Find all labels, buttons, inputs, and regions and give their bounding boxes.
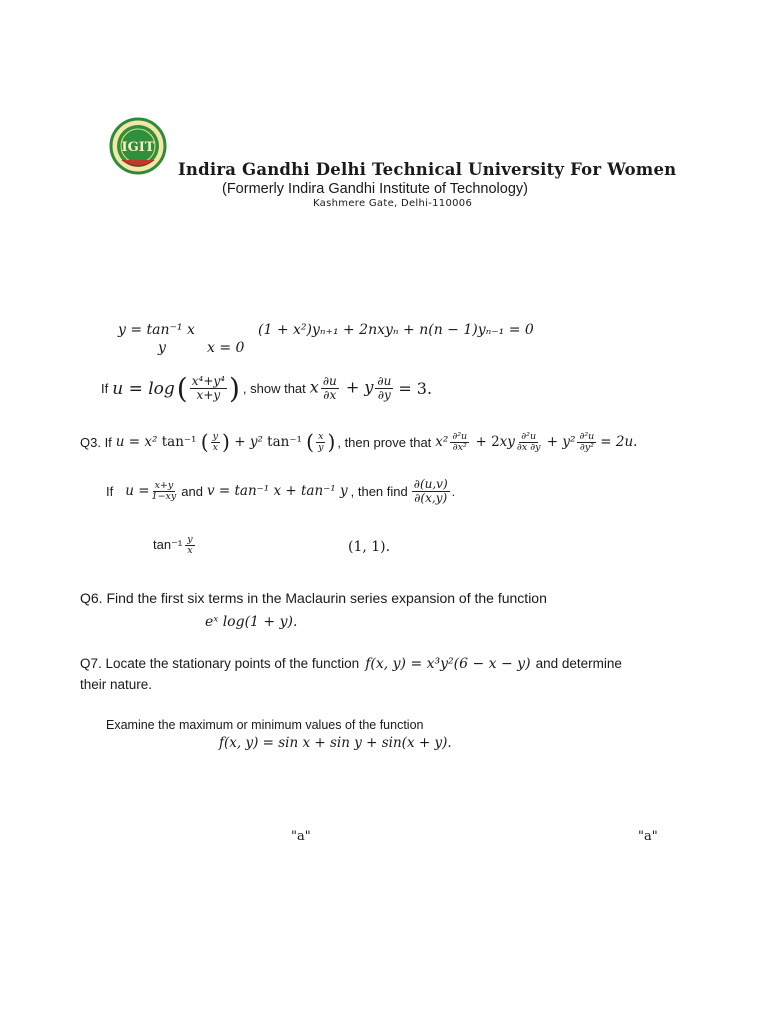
q4-u-fraction [152,481,177,502]
q4-jacobian-num: ∂(u,v) [413,477,448,491]
q3-pde: x² $\frac{\text{∂²u}}{\text{∂x²}}$ + 2xy $\frac{\text{∂²u}}{\partial x \partial y}$ + y² $\frac{\text{∂²u}}{\text{∂y²}}$ [435,430,595,453]
q2-statement: If u = log ( $\frac{\text{x⁴+y⁴}}{x+y}$ ) , show that x $\frac{\partial u}{\partial x}$ + y $\frac{\partial u}{\partial y}$ = 3. [101,372,433,405]
q7-function: f(x, y) = x³y²(6 − x − y) [365,656,531,672]
q6-text: Q6. Find the first six terms in the Maclaurin series expansion of the function [80,590,547,606]
q3-result: = 2u. [600,434,638,450]
q4-v-expression: v = tan⁻¹ x + tan⁻¹ y [206,483,348,500]
q8-function: f(x, y) = sin x + sin y + sin(x + y). [219,735,452,751]
q1-point: x = 0 [207,340,245,356]
q4-u-num: x+y [154,479,174,491]
q4-and: and [181,483,203,499]
q5-tan-inverse: tan⁻¹ [153,537,183,553]
q5-point: (1, 1). [348,539,391,555]
q2-show-that: , show that [242,381,306,396]
q2-frac-den: x+y [196,388,221,402]
q4-then-find: , then find [350,483,408,499]
q7-statement [80,656,622,672]
footer-left-a: "a" [291,829,311,844]
q8-text: Examine the maximum or minimum values of the function [106,718,424,732]
q1-function: y = tan⁻¹ x [118,322,195,338]
q4-jacobian-den: ∂(x,y) [414,490,448,505]
q3-u-definition: u = x² tan⁻¹ ( $\frac{y}{x}$ ) + y² tan⁻¹ ( $\frac{x}{y}$ ) [115,430,336,454]
university-former-name: (Formerly Indira Gandhi Institute of Technology) [222,181,528,197]
university-address: Kashmere Gate, Delhi-110006 [313,198,473,209]
q2-u-eq: u = log [112,378,175,399]
q2-if: If [101,381,109,396]
q4-if: If [106,483,114,499]
q7-text-after: and determine [535,656,622,671]
q3-statement [80,430,637,454]
q1-variable-y: y [158,340,166,356]
logo-lettering: IGIT [121,140,155,155]
q3-then-prove: , then prove that [337,434,432,450]
university-logo [108,116,172,180]
q6-function: eˣ log(1 + y). [205,614,298,630]
q3-label: Q3. If [80,434,112,450]
q5-frac-den: x [187,544,193,556]
q5-fraction [185,535,194,556]
q5-function [153,535,197,556]
q1-relation: (1 + x²)yₙ₊₁ + 2nxyₙ + n(n − 1)yₙ₋₁ = 0 [258,322,534,338]
q2-fraction [190,375,227,401]
university-name: Indira Gandhi Delhi Technical University For Women [178,160,677,179]
q7-text-before: Q7. Locate the stationary points of the function [80,656,360,671]
q4-u-den: 1−xy [151,490,177,502]
q5-frac-num: y [187,534,193,545]
footer-right-a: "a" [638,829,658,844]
q4-statement: If u = $\frac{x+y}{1-xy}$ and v = tan⁻¹ x + tan⁻¹ y , then find $\frac{\partial(u,v)}{\partial(x,y)}$ . [106,477,456,505]
q2-expression: x $\frac{\partial u}{\partial x}$ + y $\frac{\partial u}{\partial y}$ [309,374,392,402]
q2-frac-num: x⁴+y⁴ [191,374,225,389]
q4-jacobian [412,478,450,504]
q2-result: = 3. [398,379,433,398]
q7-text-line2: their nature. [80,677,153,692]
